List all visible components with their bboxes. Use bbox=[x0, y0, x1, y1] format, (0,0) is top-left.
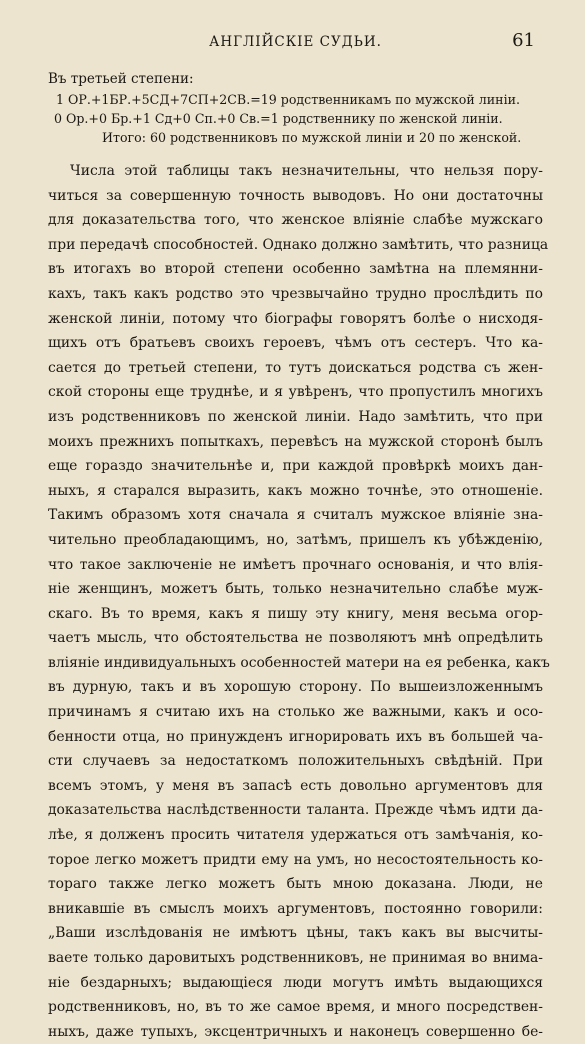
text-line: родственниковъ, но, въ то же самое время, и много посредствен- bbox=[48, 999, 543, 1016]
table-line-total: Итого: 60 родственниковъ по мужской линіи и 20 по женской. bbox=[102, 130, 522, 145]
text-line: „Ваши изслѣдованія не имѣютъ цѣны, такъ какъ вы высчиты- bbox=[48, 925, 543, 942]
text-line: всемъ этомъ, у меня въ запасѣ есть довольно аргументовъ для bbox=[48, 777, 543, 794]
text-line: ныхъ, я старался выразить, какъ можно точнѣе, это отношеніе. bbox=[48, 482, 543, 499]
text-line: кахъ, такъ какъ родство это чрезвычайно трудно прослѣдить по bbox=[48, 285, 543, 302]
text-line: скаго. Въ то время, какъ я пишу эту книгу, меня весьма огор- bbox=[48, 605, 543, 622]
text-line: чительно преобладающимъ, но, затѣмъ, пришелъ къ убѣжденію, bbox=[48, 531, 543, 548]
text-line: читься за совершенную точность выводовъ. Но они достаточны bbox=[48, 187, 543, 204]
text-line: бенности отца, но принужденъ игнорировать ихъ въ большей ча- bbox=[48, 728, 543, 745]
text-line: лѣе, я долженъ просить читателя удержаться отъ замѣчанія, ко- bbox=[48, 827, 543, 844]
text-line: причинамъ я считаю ихъ на столько же важными, какъ и осо- bbox=[48, 704, 543, 721]
text-line: женской линіи, потому что біографы говорятъ болѣе о нисходя- bbox=[48, 310, 543, 327]
relatives-table bbox=[48, 70, 543, 147]
text-line: чаетъ мысль, что обстоятельства не позволяютъ мнѣ опредѣлить bbox=[48, 630, 543, 647]
table-intro: Въ третьей степени: bbox=[48, 71, 194, 87]
text-line: еще гораздо значительнѣе и, при каждой провѣркѣ моихъ дан- bbox=[48, 458, 543, 475]
text-line: торое легко можетъ придти ему на умъ, но несостоятельность ко- bbox=[48, 851, 543, 868]
text-line: моихъ прежнихъ попыткахъ, перевѣсъ на мужской сторонѣ былъ bbox=[48, 433, 543, 450]
text-line: вліяніе индивидуальныхъ особенностей матери на ея ребенка, какъ bbox=[48, 654, 550, 671]
text-line: ныхъ, даже тупыхъ, эксцентричныхъ и наконецъ совершенно бе- bbox=[48, 1023, 543, 1040]
text-line: ваете только даровитыхъ родственниковъ, не принимая во внима- bbox=[48, 950, 543, 966]
body-paragraph bbox=[48, 159, 550, 1044]
table-line-female: 0 Ор.+0 Бр.+1 Сд+0 Сп.+0 Св.=1 родственнику по женской линіи. bbox=[54, 111, 503, 126]
text-line: при передачѣ способностей. Однако должно замѣтить, что разница bbox=[48, 236, 549, 253]
text-line: щихъ отъ братьевъ своихъ героевъ, чѣмъ отъ сестеръ. Что ка- bbox=[48, 335, 543, 352]
text-line: что такое заключеніе не имѣетъ прочнаго основанія, и что влія- bbox=[48, 556, 543, 573]
page-number: 61 bbox=[512, 30, 535, 51]
text-line: сти случаевъ за недостаткомъ положительныхъ свѣдѣній. При bbox=[48, 753, 543, 770]
text-line: для доказательства того, что женское вліяніе слабѣе мужскаго bbox=[48, 212, 543, 229]
text-line: вникавшіе въ смыслъ моихъ аргументовъ, постоянно говорили: bbox=[48, 900, 543, 917]
text-line: ской стороны еще труднѣе, и я увѣренъ, что пропустилъ многихъ bbox=[48, 384, 543, 401]
text-line: Числа этой таблицы такъ незначительны, что нельзя пору- bbox=[70, 163, 543, 179]
table-line-male: 1 ОР.+1БР.+5СД+7СП+2СВ.=19 родственникамъ по мужской линіи. bbox=[56, 92, 520, 107]
text-line: ніе бездарныхъ; выдающіеся люди могутъ имѣть выдающихся bbox=[48, 974, 543, 991]
text-line: доказательства наслѣдственности таланта. Прежде чѣмъ идти да- bbox=[48, 802, 543, 819]
running-title: АНГЛІЙСКІЕ СУДЬИ. bbox=[209, 34, 382, 50]
text-line: Такимъ образомъ хотя сначала я считалъ мужское вліяніе зна- bbox=[48, 507, 543, 524]
text-line: сается до третьей степени, то тутъ доискаться родства съ жен- bbox=[48, 359, 543, 376]
text-line: изъ родственниковъ по женской линіи. Надо замѣтить, что при bbox=[48, 408, 543, 425]
page-header bbox=[48, 30, 543, 56]
text-line: въ дурную, такъ и въ хорошую сторону. По вышеизложеннымъ bbox=[48, 679, 543, 696]
text-line: ніе женщинъ, можетъ быть, только незначительно слабѣе муж- bbox=[48, 581, 543, 598]
text-line: въ итогахъ во второй степени особенно замѣтна на племянни- bbox=[48, 261, 543, 278]
text-line: тораго также легко можетъ быть мною доказана. Люди, не bbox=[48, 876, 543, 893]
